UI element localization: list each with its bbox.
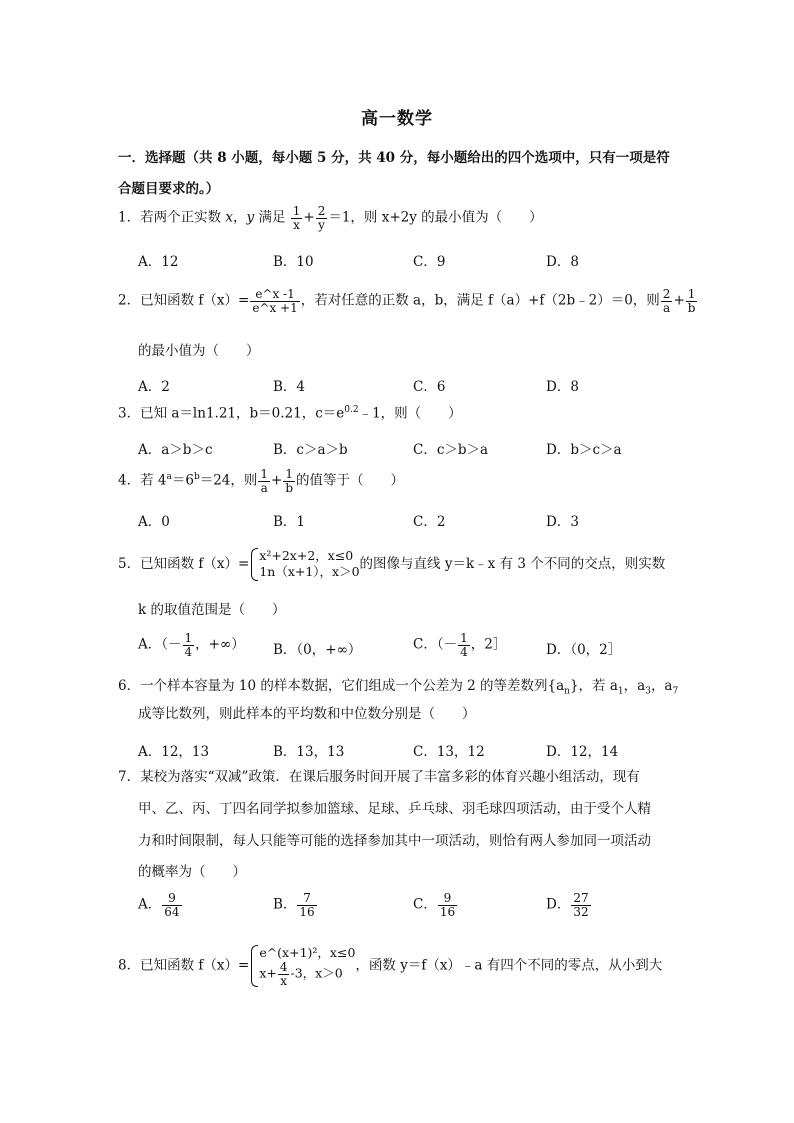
question-5 xyxy=(118,548,683,581)
q2-fraction-1: $\frac{2}{a}$ xyxy=(662,287,671,315)
q8-text-post: ，函数 y＝f（x）﹣a 有四个不同的零点，从小到大 xyxy=(355,957,663,974)
q7-line2: 甲、乙、丙、丁四名同学拟参加篮球、足球、乒乓球、羽毛球四项活动，由于受个人精 xyxy=(138,801,651,817)
q1-text-pre: 1．若两个正实数 xyxy=(118,209,226,226)
q1-text-mid: 满足 xyxy=(254,209,286,226)
q1-option-b: B．10 xyxy=(273,254,314,270)
q6-text-1: 6．一个样本容量为 10 的样本数据，它们组成一个公差为 2 的等差数列{a xyxy=(118,678,565,694)
section-heading-line1: 一．选择题（共 8 小题，每小题 5 分，共 40 分，每小题给出的四个选项中，只有一项是符 xyxy=(118,150,670,166)
q3-text: 3．已知 a＝ln1.21，b＝0.21，c＝e xyxy=(118,405,345,422)
q4-plus: + xyxy=(271,472,283,489)
q2-option-a: A．2 xyxy=(138,379,170,395)
q2-text-mid: ，若对任意的正数 a，b，满足 f（a）+f（2b﹣2）＝0，则 xyxy=(300,292,660,309)
q6-text-4: ，a xyxy=(650,678,673,694)
q2-fraction-2: $\frac{1}{b}$ xyxy=(687,287,696,315)
q8-case-1: e^(x+1)²，x≤0 xyxy=(259,945,356,960)
q1-fraction-1: $\frac{1}{x}$ xyxy=(292,204,301,232)
q2-line2: 的最小值为（ ） xyxy=(138,343,260,359)
question-6 xyxy=(118,680,683,697)
q3-options xyxy=(138,438,683,458)
q6-options xyxy=(138,740,683,760)
q4-text-post: 的值等于（ ） xyxy=(296,472,405,489)
q6-sub-1: 1 xyxy=(617,686,624,697)
q4-text-mid: ＝6 xyxy=(171,472,194,489)
q5-option-c: C．（－ $\frac{1}{4}$ ，2］ xyxy=(413,631,507,659)
q5-text-pre: 5．已知函数 f（x）= xyxy=(118,555,250,572)
q2-plus: + xyxy=(673,292,685,309)
q7-options xyxy=(138,892,683,928)
q2-option-c: C．6 xyxy=(413,379,446,395)
q1-plus: + xyxy=(303,209,315,226)
q5-case-2: 1n（x+1），x＞0 xyxy=(259,564,360,580)
q6-option-c: C．13，12 xyxy=(413,744,485,760)
q3-option-c: C．c＞b＞a xyxy=(413,442,489,458)
q1-comma: ， xyxy=(233,209,247,226)
q3-option-a: A．a＞b＞c xyxy=(138,442,213,458)
q6-line2: 成等比数列，则此样本的平均数和中位数分别是（ ） xyxy=(138,706,476,722)
q8-piecewise xyxy=(249,945,355,987)
q4-text-pre: 4．若 4 xyxy=(118,472,167,489)
q1-option-a: A．12 xyxy=(138,254,179,270)
question-2 xyxy=(118,287,696,315)
q7-line3: 力和时间限制，每人只能等可能的选择参加其中一项活动，则恰有两人参加同一项活动 xyxy=(138,833,651,849)
question-3 xyxy=(118,406,683,421)
q6-text-2: }，若 a xyxy=(569,678,618,694)
q4-option-a: A．0 xyxy=(138,514,170,530)
q3-option-d: D．b＞c＞a xyxy=(546,442,622,458)
q6-option-d: D．12，14 xyxy=(546,744,619,760)
q1-var-x: x xyxy=(225,209,234,226)
q4-exp-a: a xyxy=(166,472,172,483)
q6-sub-7: 7 xyxy=(672,686,679,697)
q7-line1: 7．某校为落实“双减”政策．在课后服务时间开展了丰富多彩的体育兴趣小组活动，现有 xyxy=(118,769,640,785)
question-4 xyxy=(118,468,683,494)
q5-options xyxy=(138,632,683,662)
section-heading-line2: 合题目要求的。） xyxy=(118,181,220,197)
q5-option-d: D．（0，2］ xyxy=(546,642,622,658)
q5-line2: k 的取值范围是（ ） xyxy=(138,602,286,618)
q1-fraction-2: $\frac{2}{y}$ xyxy=(317,204,326,232)
q6-option-b: B．13，13 xyxy=(273,744,345,760)
q2-function-fraction: $\frac{e\^{}x -1}{e\^{}x +1}$ xyxy=(252,287,298,315)
page-title: 高一数学 xyxy=(361,109,433,129)
q3-option-b: B．c＞a＞b xyxy=(273,442,348,458)
q7-line4: 的概率为（ ） xyxy=(138,864,246,880)
q1-option-c: C．9 xyxy=(413,254,446,270)
q1-var-y: y xyxy=(246,209,255,226)
q4-option-d: D．3 xyxy=(546,514,579,530)
q7-option-b: B． $\frac{7}{16}$ xyxy=(273,891,315,919)
q7-option-d: D． $\frac{27}{32}$ xyxy=(546,891,589,919)
q5-piecewise xyxy=(249,548,359,581)
q1-option-d: D．8 xyxy=(546,254,579,270)
q1-options xyxy=(138,250,683,270)
q6-option-a: A．12，13 xyxy=(138,744,210,760)
q4-fraction-2: $\frac{1}{b}$ xyxy=(285,467,294,495)
q7-option-a: A． $\frac{9}{64}$ xyxy=(138,891,180,919)
q4-option-b: B．1 xyxy=(273,514,306,530)
q4-fraction-1: $\frac{1}{a}$ xyxy=(260,467,269,495)
q8-text-pre: 8．已知函数 f（x）= xyxy=(118,957,250,974)
q5-case-1: x²+2x+2，x≤0 xyxy=(259,548,354,563)
q1-text-post: ＝1，则 x+2y 的最小值为（ ） xyxy=(328,209,543,226)
question-8 xyxy=(118,945,683,987)
q6-sub-3: 3 xyxy=(645,686,651,697)
q4-exp-b: b xyxy=(193,472,200,483)
q5-option-a: A．（－ $\frac{1}{4}$ ，+∞） xyxy=(138,631,245,659)
q5-option-b: B．（0，+∞） xyxy=(273,642,362,658)
q3-exponent: 0.2 xyxy=(344,405,359,415)
q2-option-b: B．4 xyxy=(273,379,306,395)
q2-options xyxy=(138,375,683,395)
question-1 xyxy=(118,205,683,231)
q5-text-post: 的图像与直线 y＝k﹣x 有 3 个不同的交点，则实数 xyxy=(359,555,666,572)
q2-text-pre: 2．已知函数 f（x）= xyxy=(118,292,250,309)
q6-text-3: ，a xyxy=(623,678,646,694)
q4-text-mid2: ＝24，则 xyxy=(199,472,258,489)
q2-option-d: D．8 xyxy=(546,379,579,395)
q3-text-post: ﹣1，则（ ） xyxy=(358,405,462,422)
q6-sub-n: n xyxy=(564,686,570,697)
q4-option-c: C．2 xyxy=(413,514,446,530)
q7-option-c: C． $\frac{9}{16}$ xyxy=(413,891,456,919)
q8-case-2: x+ $\frac{4}{x}$ -3，x＞0 xyxy=(259,960,343,988)
q4-options xyxy=(138,510,683,530)
